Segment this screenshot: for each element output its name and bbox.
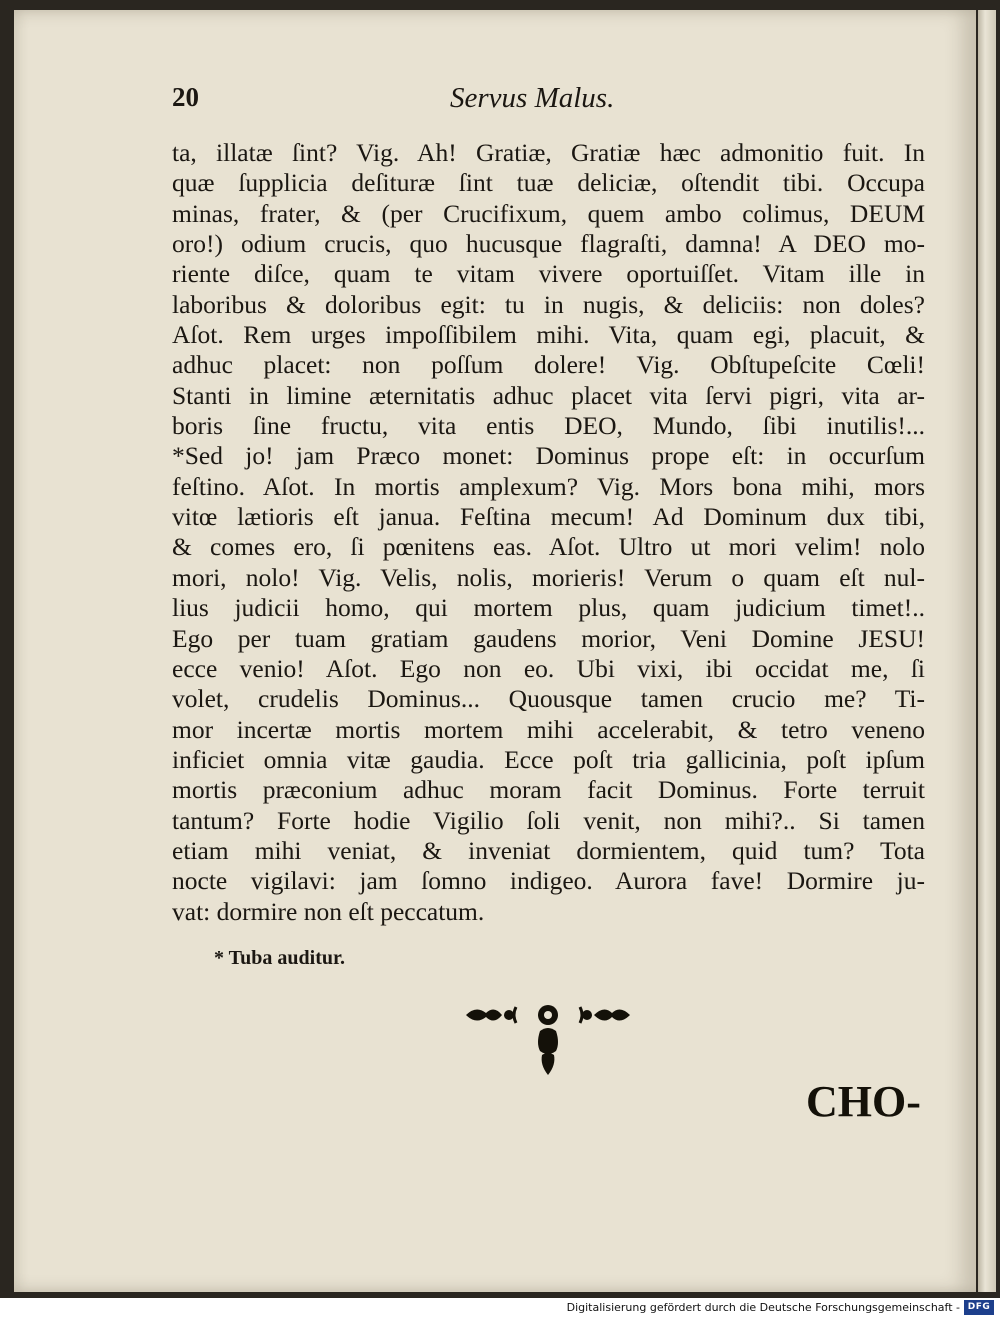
text-line: *Sed jo! jam Præco monet: Dominus prope eſt: in occurſum: [172, 441, 925, 471]
text-line: oro!) odium crucis, quo hucusque flagraſti, damna! A DEO mo-: [172, 229, 925, 259]
text-line: Stanti in limine æternitatis adhuc placet vita ſervi pigri, vita ar-: [172, 380, 925, 410]
catchword: CHO-: [806, 1077, 921, 1126]
funding-credit: Digitalisierung gefördert durch die Deutsche Forschungsgemeinschaft -: [566, 1301, 960, 1314]
text-line: feſtino. Aſot. In mortis amplexum? Vig. Mors bona mihi, mors: [172, 471, 925, 501]
text-line: etiam mihi veniat, & inveniat dormientem, quid tum? Tota: [172, 835, 925, 865]
text-line: Ego per tuam gratiam gaudens morior, Veni Domine JESU!: [172, 623, 925, 653]
running-title: Servus Malus.: [450, 82, 615, 114]
dfg-logo-icon: DFG: [964, 1300, 994, 1315]
printers-ornament-icon: [462, 995, 634, 1077]
text-line: riente diſce, quam te vitam vivere oportuiſſet. Vitam ille in: [172, 259, 925, 289]
text-line: laboribus & doloribus egit: tu in nugis, & deliciis: non doles?: [172, 289, 925, 319]
text-line: quæ ſupplicia deſituræ ſint tuæ deliciæ, oſtendit tibi. Occupa: [172, 168, 925, 198]
body-text: [172, 138, 925, 927]
text-line: ecce venio! Aſot. Ego non eo. Ubi vixi, ibi occidat me, ſi: [172, 653, 925, 683]
text-line: volet, crudelis Dominus... Quousque tamen crucio me? Ti-: [172, 684, 925, 714]
text-line: minas, frater, & (per Crucifixum, quem ambo colimus, DEUM: [172, 198, 925, 228]
text-line: adhuc placet: non poſſum dolere! Vig. Obſtupeſcite Cœli!: [172, 350, 925, 380]
text-line: vat: dormire non eſt peccatum.: [172, 896, 485, 926]
text-line: mortis præconium adhuc moram facit Dominus. Forte terruit: [172, 775, 925, 805]
text-line: mori, nolo! Vig. Velis, nolis, morieris! Verum o quam eſt nul-: [172, 562, 925, 592]
digitization-footer: [0, 1298, 1000, 1319]
page-edge: [978, 10, 996, 1292]
text-line: inficiet omnia vitæ gaudia. Ecce poſt tria gallicinia, poſt ipſum: [172, 744, 925, 774]
text-line: tantum? Forte hodie Vigilio ſoli venit, non mihi?.. Si tamen: [172, 805, 925, 835]
page-header: [160, 82, 940, 118]
text-line: lius judicii homo, qui mortem plus, quam judicium timet!..: [172, 593, 925, 623]
text-line: ta, illatæ ſint? Vig. Ah! Gratiæ, Gratiæ hæc admonitio fuit. In: [172, 138, 925, 167]
text-line: Aſot. Rem urges impoſſibilem mihi. Vita, quam egi, placuit, &: [172, 320, 925, 350]
text-line: vitœ lætioris eſt janua. Feſtina mecum! Ad Dominum dux tibi,: [172, 502, 925, 532]
text-line: & comes ero, ſi pœnitens eas. Aſot. Ultro ut mori velim! nolo: [172, 532, 925, 562]
text-line: nocte vigilavi: jam ſomno indigeo. Aurora fave! Dormire ju-: [172, 866, 925, 896]
text-line: boris ſine fructu, vita entis DEO, Mundo, ſibi inutilis!...: [172, 411, 925, 441]
text-line: mor incertæ mortis mortem mihi accelerabit, & tetro veneno: [172, 714, 925, 744]
footnote: * Tuba auditur.: [214, 947, 346, 969]
page-number: 20: [172, 82, 199, 112]
